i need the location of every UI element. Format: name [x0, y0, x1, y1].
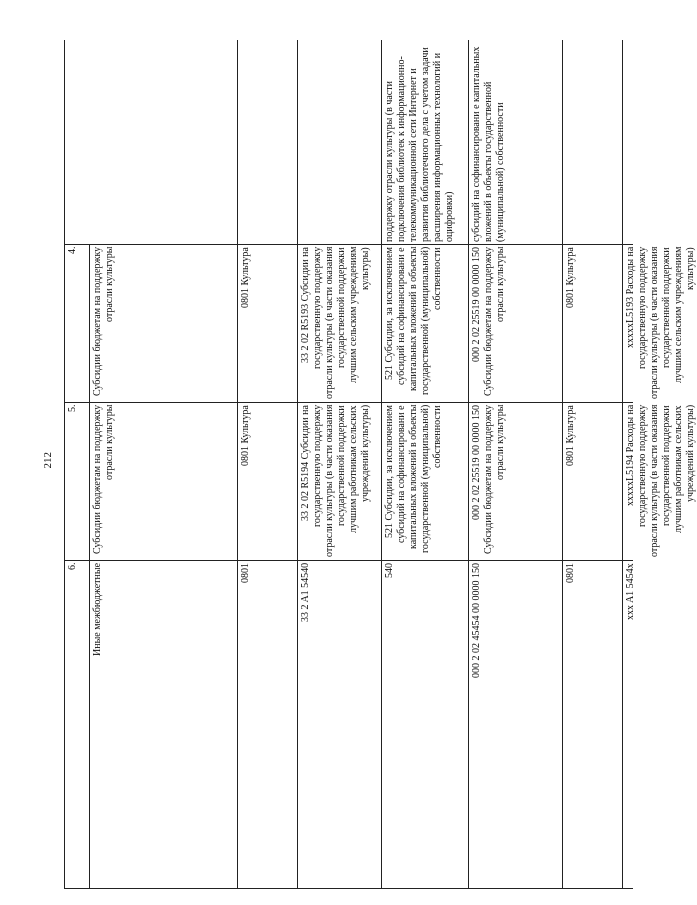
cell-section-2: 0801	[562, 561, 622, 888]
table-row	[65, 560, 636, 888]
cell-expense-type: субсидий на софинансировани е капитальных вложений в объекты государственной (муниципальной) собственности	[468, 40, 562, 244]
cell-income-code: 000 2 02 45454 00 0000 150	[468, 561, 562, 888]
cell-section-2	[622, 40, 633, 244]
cell-name: Субсидии бюджетам на поддержку отрасли культуры	[89, 403, 237, 560]
cell-expense-code: поддержку отрасли культуры (в части подключения библиотек к информационно-телекоммуникационной сети Интернет и развития библиотечного дела с учетом задачи расширения информационных технологий и оцифровки)	[381, 40, 468, 244]
cell-section: 0801	[237, 561, 297, 888]
cell-expense-code: 33 2 A1 54540	[297, 561, 381, 888]
cell-income-code: 000 2 02 25519 00 0000 150 Субсидии бюджетам на поддержку отрасли культуры	[468, 245, 562, 402]
cell-income-code: 000 2 02 25519 00 0000 150 Субсидии бюджетам на поддержку отрасли культуры	[468, 403, 562, 560]
cell-section-2: 0801 Культура	[562, 245, 622, 402]
cell-section: 0801 Культура	[237, 245, 297, 402]
cell-section: 0801 Культура	[237, 403, 297, 560]
cell-expense-code: 33 2 02 R5193 Субсидии на государственную поддержку отрасли культуры (в части оказания государственной поддержки лучшим сельским учреждениям культуры)	[297, 245, 381, 402]
page-number: 212	[42, 452, 54, 469]
cell-section	[297, 40, 381, 244]
cell-municipal-code: xxx A1 5454x	[622, 561, 633, 888]
cell-name: Субсидии бюджетам на поддержку отрасли культуры	[89, 245, 237, 402]
cell-num: 6.	[67, 563, 78, 571]
cell-name	[237, 40, 297, 244]
cell-num	[65, 40, 237, 244]
table-row-continuation	[65, 40, 633, 244]
table-row	[65, 244, 696, 402]
cell-section-2: 0801 Культура	[562, 403, 622, 560]
cell-num: 5.	[67, 405, 78, 413]
table-row	[65, 402, 696, 560]
cell-expense-code: 33 2 02 R5194 Субсидии на государственную поддержку отрасли культуры (в части оказания государственной поддержки лучшим работникам сельских учреждений культуры)	[297, 403, 381, 560]
cell-expense-type: 540	[381, 561, 468, 888]
cell-name: Иные межбюджетные	[89, 561, 237, 888]
cell-municipal-code: xxxxxL5193 Расходы на государственную поддержку отрасли культуры (в части оказания государственной поддержки лучшим сельским учреждениям культуры)	[622, 245, 633, 402]
cell-expense-type: 521 Субсидии, за исключением субсидий на софинансировани е капитальных вложений в объекты государственной (муниципальной) собственности	[381, 245, 468, 402]
rotated-table	[64, 40, 696, 889]
cell-num: 4.	[67, 247, 78, 255]
cell-expense-type: 521 Субсидии, за исключением субсидий на софинансировани е капитальных вложений в объекты государственной (муниципальной) собственности	[381, 403, 468, 560]
cell-income-code	[562, 40, 622, 244]
cell-municipal-code: xxxxxL5194 Расходы на государственную поддержку отрасли культуры (в части оказания государственной поддержки лучшим работникам сельских учреждений культуры)	[622, 403, 633, 560]
